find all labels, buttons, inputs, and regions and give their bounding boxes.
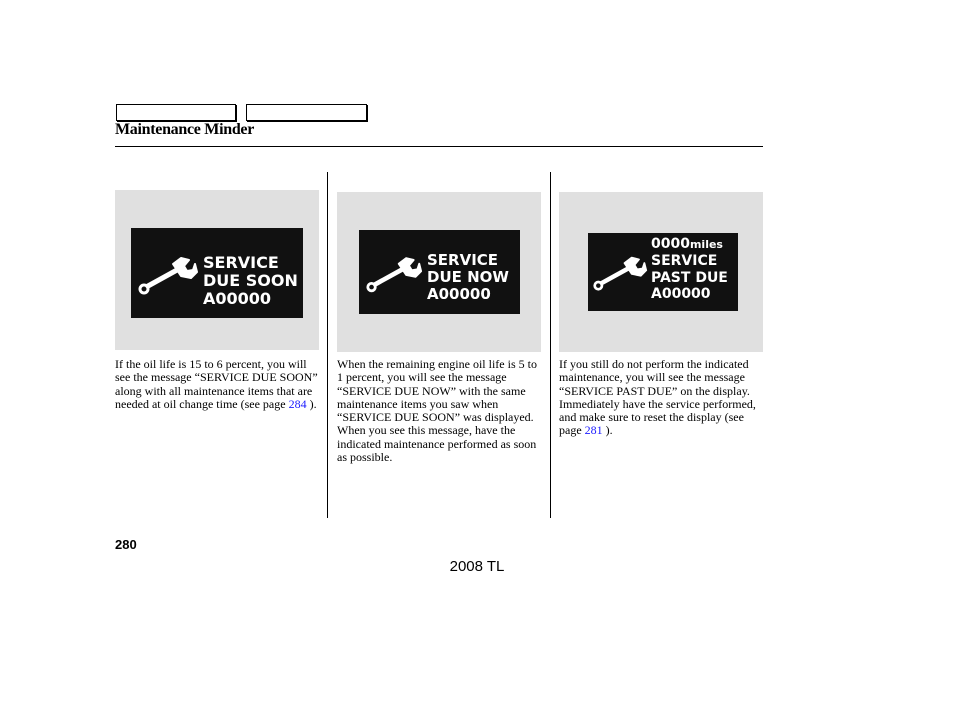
page-number: 280 [115, 537, 137, 552]
display-screen [131, 228, 303, 318]
display-line-1: SERVICE [427, 251, 499, 269]
display-message [427, 252, 509, 302]
display-line-2: PAST DUE [651, 269, 728, 286]
column-divider [550, 172, 551, 518]
illustration-panel-service-due-now [337, 192, 541, 352]
header-tab-box-2 [246, 104, 367, 121]
paragraph-text: If the oil life is 15 to 6 percent, you will see the message “SERVICE DUE SOON” along with all maintenance items that are needed at oil change time (see page [115, 357, 318, 411]
paragraph-text-end: ). [306, 396, 317, 411]
wrench-icon [365, 254, 423, 294]
paragraph-text: When the remaining engine oil life is 5 to 1 percent, you will see the message “SERVICE DUE NOW” with the same maintenance items you saw when “SERVICE DUE SOON” was displayed. When you see this message, have the indicated maintenance performed as soon as possible. [337, 357, 537, 465]
display-line-3: A00000 [203, 288, 272, 308]
display-line-3: A00000 [427, 284, 491, 303]
illustration-panel-service-due-soon [115, 190, 319, 350]
page-reference-link[interactable]: 284 [288, 396, 307, 411]
display-line-1: SERVICE [203, 253, 279, 272]
illustration-panel-service-past-due [559, 192, 763, 352]
paragraph-text-end: ). [602, 423, 613, 438]
section-title: Maintenance Minder [115, 121, 255, 138]
body-paragraph-1 [115, 358, 321, 411]
wrench-icon [137, 254, 199, 296]
body-paragraph-2 [337, 358, 543, 464]
miles-value: 0000 [651, 236, 690, 252]
title-rule [115, 146, 763, 147]
display-message [203, 254, 298, 308]
header-tab-box-1 [116, 104, 236, 121]
wrench-icon [592, 254, 648, 292]
column-divider [327, 172, 328, 518]
display-miles-line [651, 236, 728, 253]
display-line-3: A00000 [651, 286, 711, 303]
display-screen [359, 230, 520, 314]
display-message [651, 236, 728, 303]
display-screen [588, 233, 738, 311]
paragraph-text: If you still do not perform the indicated maintenance, you will see the message “SERVICE PAST DUE” on the display. Immediately have the service performed, and make sure to reset the display (see page [559, 357, 756, 438]
display-line-1: SERVICE [651, 252, 718, 269]
miles-unit: miles [689, 238, 723, 251]
display-line-2: DUE NOW [427, 267, 509, 286]
footer-model: 2008 TL [449, 558, 505, 575]
display-line-2: DUE SOON [203, 270, 298, 290]
page-reference-link[interactable]: 281 [584, 423, 603, 438]
body-paragraph-3 [559, 358, 765, 438]
